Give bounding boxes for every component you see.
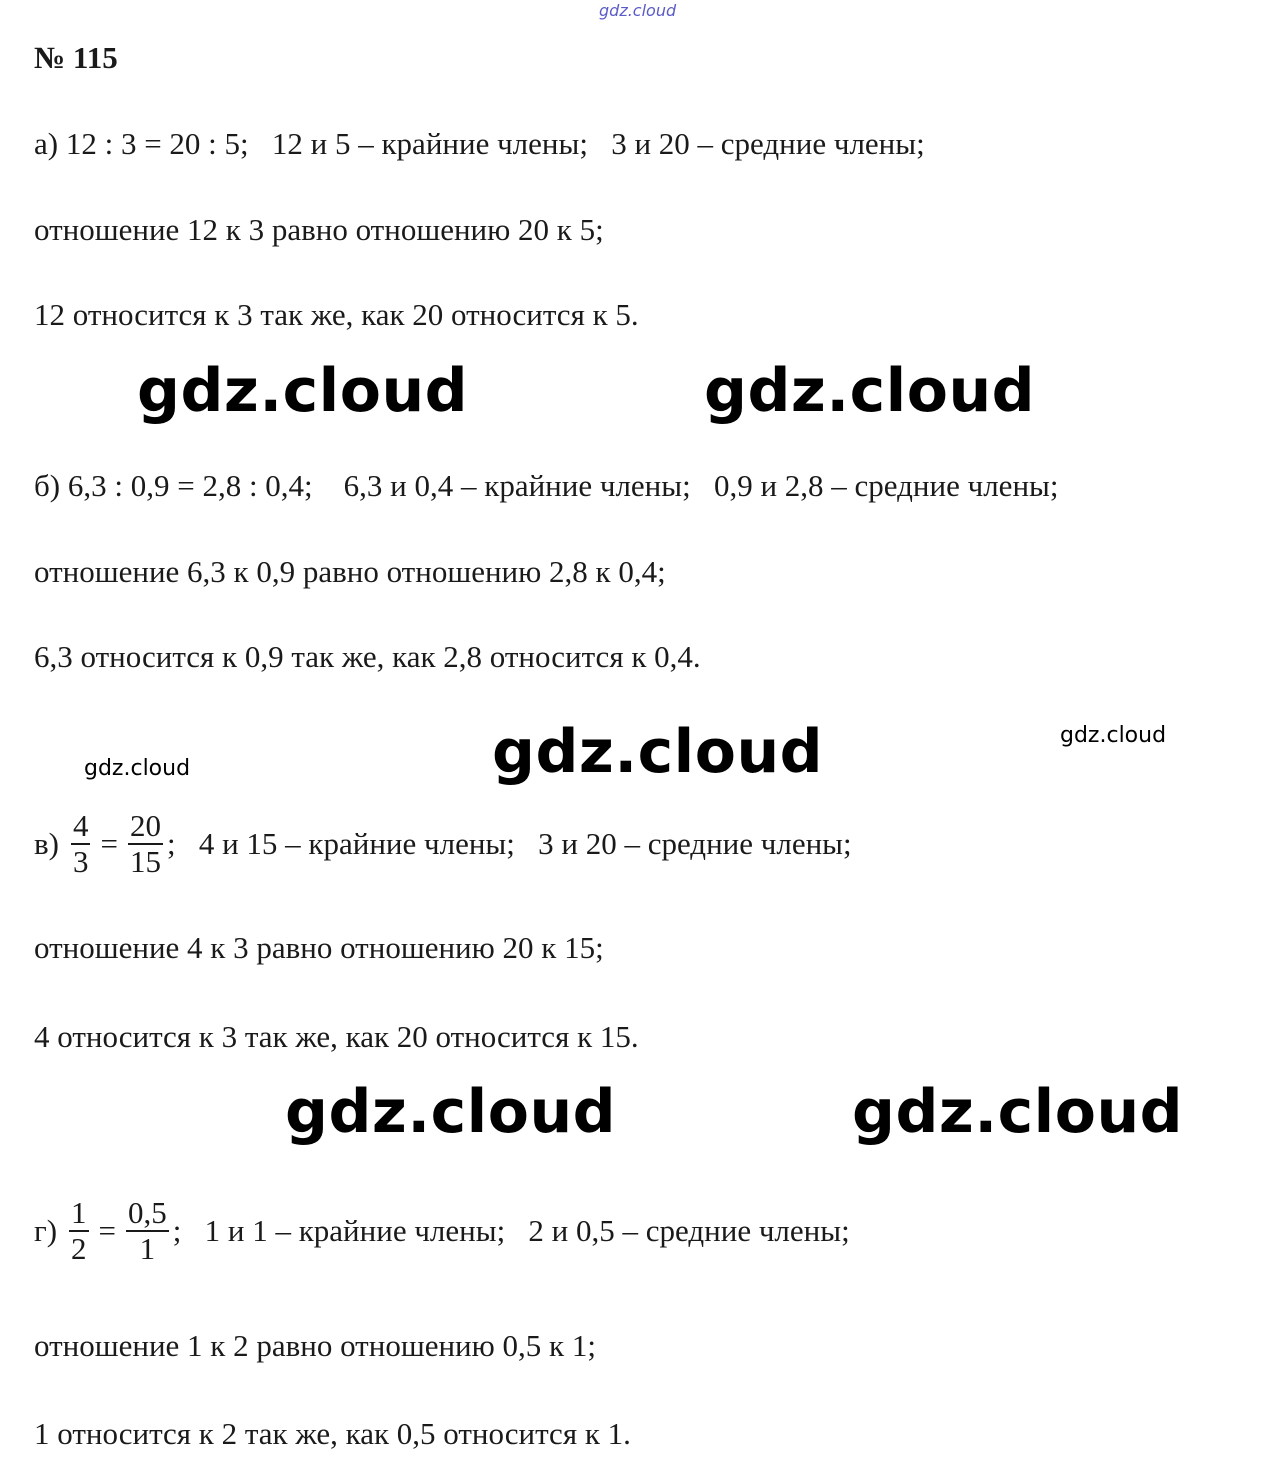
part-b-line-1: б) 6,3 : 0,9 = 2,8 : 0,4; 6,3 и 0,4 – крайние члены; 0,9 и 2,8 – средние члены; <box>34 468 1059 503</box>
part-g-line-3: 1 относится к 2 так же, как 0,5 относится к 1. <box>34 1416 631 1451</box>
part-b-line-3: 6,3 относится к 0,9 так же, как 2,8 относится к 0,4. <box>34 639 701 674</box>
watermark-gdz-cloud-small: gdz.cloud <box>1060 723 1167 748</box>
watermark-gdz-cloud: gdz.cloud <box>852 1077 1184 1147</box>
watermark-gdz-cloud: gdz.cloud <box>285 1077 617 1147</box>
part-v-line-3: 4 относится к 3 так же, как 20 относится к 15. <box>34 1019 639 1054</box>
fraction-denominator: 2 <box>71 1231 87 1266</box>
fraction-denominator: 1 <box>139 1231 156 1266</box>
part-v-line-1 <box>34 809 852 879</box>
part-g-line-2: отношение 1 к 2 равно отношению 0,5 к 1; <box>34 1328 596 1363</box>
fraction-denominator: 3 <box>72 844 89 879</box>
fraction-numerator: 4 <box>72 808 89 843</box>
fraction-denominator: 15 <box>129 844 161 879</box>
watermark-gdz-cloud: gdz.cloud <box>492 717 824 787</box>
fraction-numerator: 0,5 <box>128 1195 167 1230</box>
watermark-gdz-cloud: gdz.cloud <box>704 356 1036 426</box>
equals-sign: = <box>98 1213 117 1248</box>
fraction <box>128 809 163 879</box>
part-v-line-2: отношение 4 к 3 равно отношению 20 к 15; <box>34 930 604 965</box>
part-v-label: в) <box>34 826 59 861</box>
watermark-gdz-cloud: gdz.cloud <box>137 356 469 426</box>
fraction <box>126 1196 169 1266</box>
part-g-rest: ; 1 и 1 – крайние члены; 2 и 0,5 – средние члены; <box>172 1213 850 1248</box>
part-a-line-2: отношение 12 к 3 равно отношению 20 к 5; <box>34 212 604 247</box>
watermark-top: gdz.cloud <box>599 1 677 20</box>
part-v-rest: ; 4 и 15 – крайние члены; 3 и 20 – средние члены; <box>166 826 852 861</box>
part-g-label: г) <box>34 1213 58 1248</box>
part-b-line-2: отношение 6,3 к 0,9 равно отношению 2,8 к 0,4; <box>34 554 666 589</box>
fraction <box>69 1196 89 1266</box>
part-a-line-3: 12 относится к 3 так же, как 20 относится к 5. <box>34 297 639 332</box>
fraction-numerator: 1 <box>71 1195 87 1230</box>
part-a-line-1: а) 12 : 3 = 20 : 5; 12 и 5 – крайние члены; 3 и 20 – средние члены; <box>34 126 925 161</box>
exercise-title: № 115 <box>34 40 118 75</box>
watermark-gdz-cloud-small: gdz.cloud <box>84 756 191 781</box>
equals-sign: = <box>100 826 118 861</box>
part-g-line-1 <box>34 1196 850 1266</box>
fraction <box>71 809 91 879</box>
fraction-numerator: 20 <box>129 808 161 843</box>
